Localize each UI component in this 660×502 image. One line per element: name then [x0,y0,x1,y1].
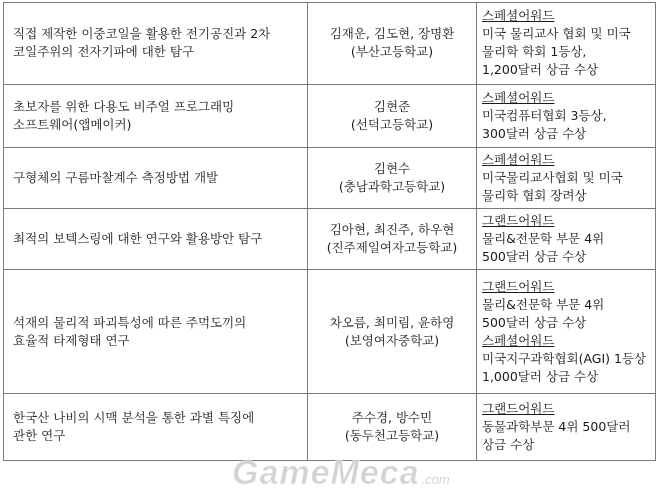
award-detail: 물리학 학회 1등상, [482,44,587,59]
award-detail: 동물과학부문 4위 500달러 [482,419,631,434]
research-title-line: 초보자를 위한 다용도 비주얼 프로그래밍 [13,99,235,114]
award-name: 그랜드어워드 [482,213,555,228]
school-name: (진주제일여자고등학교) [326,240,458,255]
awards-cell [477,394,656,461]
awards-cell [477,85,656,148]
awards-cell [477,209,656,270]
research-title-cell [4,85,308,148]
award-name: 그랜드어워드 [482,401,555,416]
research-title-line: 직접 제작한 이중코일을 활용한 전기공진과 2차 [13,26,271,41]
award-detail: 물리학 협회 장려상 [482,188,587,203]
award-detail: 1,200달러 상금 수상 [482,62,599,77]
school-name: (충남과학고등학교) [338,179,446,194]
award-detail: 미국물리교사협회 및 미국 [482,170,623,185]
participants-cell [308,85,477,148]
award-detail: 물리&전문학 부문 4위 [482,296,605,312]
research-title-cell [4,270,308,394]
award-detail: 1,000달러 상금 수상 [482,368,599,384]
student-names: 김현수 [373,161,411,176]
participants-cell [308,209,477,270]
student-names: 김재운, 김도현, 장명환 [329,26,455,41]
award-detail: 물리&전문학 부문 4위 [482,231,605,246]
table-row [4,148,656,209]
student-names: 주수경, 방수민 [351,410,433,425]
participants-cell [308,148,477,209]
award-name: 스페셜어워드 [482,90,555,105]
award-name: 스페셜어워드 [482,332,555,348]
awards-cell [477,270,656,394]
research-title-line: 소프트웨어(앱메이커) [13,117,132,132]
research-title-line: 코일주위의 전자기파에 대한 탐구 [13,44,194,59]
participants-cell [308,394,477,461]
research-title-line: 관한 연구 [13,428,66,443]
table-row [4,394,656,461]
award-detail: 500달러 상금 수상 [482,249,587,264]
award-detail: 미국컴퓨터협회 3등상, [482,108,607,123]
school-name: (선덕고등학교) [350,117,434,132]
awards-cell [477,3,656,85]
table-row [4,3,656,85]
watermark-domain: .com [421,472,450,487]
school-name: (동두천고등학교) [344,428,440,443]
participants-cell [308,270,477,394]
award-detail: 300달러 상금 수상 [482,126,587,141]
student-names: 김현준 [373,99,411,114]
research-title-cell [4,394,308,461]
school-name: (부산고등학교) [350,44,434,59]
research-title-line: 석재의 물리적 파괴특성에 따른 주먹도끼의 [13,314,247,330]
awards-table [3,2,656,461]
award-name: 스페셜어워드 [482,8,555,23]
research-title-line: 최적의 보텍스링에 대한 연구와 활용방안 탐구 [13,231,263,246]
research-title-cell [4,148,308,209]
table-row [4,270,656,394]
school-name: (보영여자중학교) [344,332,440,348]
student-names: 차오름, 최미림, 윤하영 [329,314,455,330]
award-name: 스페셜어워드 [482,152,555,167]
participants-cell [308,3,477,85]
awards-cell [477,148,656,209]
table-row [4,209,656,270]
student-names: 김아현, 최진주, 하우현 [329,222,455,237]
award-detail: 상금 수상 [482,437,535,452]
research-title-cell [4,3,308,85]
research-title-cell [4,209,308,270]
award-detail: 미국 물리교사 협회 및 미국 [482,26,631,41]
award-detail: 500달러 상금 수상 [482,314,587,330]
table-row [4,85,656,148]
research-title-line: 효율적 타제형태 연구 [13,332,130,348]
award-name: 그랜드어워드 [482,278,555,294]
research-title-line: 구형체의 구름마찰계수 측정방법 개발 [13,170,219,185]
award-detail: 미국지구과학협회(AGI) 1등상 [482,350,647,366]
research-title-line: 한국산 나비의 시맥 분석을 통한 과별 특징에 [13,410,255,425]
watermark-logo: GameMeca [232,454,420,492]
